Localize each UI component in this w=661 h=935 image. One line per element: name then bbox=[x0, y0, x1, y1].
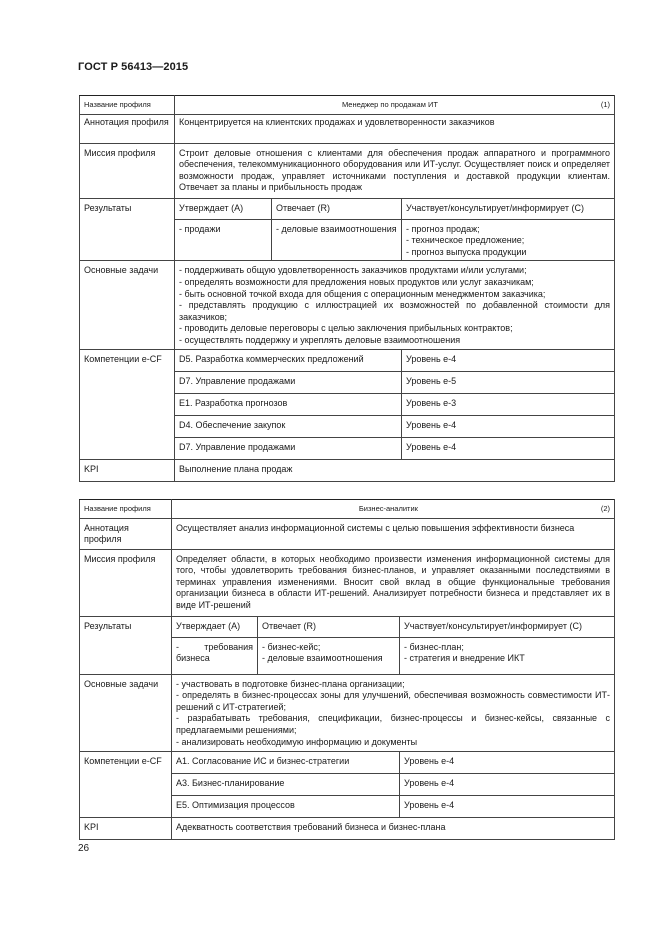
tasks-label: Основные задачи bbox=[80, 674, 172, 751]
list-item: - требования бизнеса bbox=[176, 641, 253, 664]
tasks-row bbox=[80, 261, 615, 349]
results-a-cell bbox=[175, 219, 272, 261]
competence-level: Уровень е-4 bbox=[402, 415, 615, 437]
competence-name: D7. Управление продажами bbox=[175, 437, 402, 459]
competences-label: Компетенции e-CF bbox=[80, 349, 175, 459]
competence-name: A3. Бизнес-планирование bbox=[172, 773, 400, 795]
list-item: - деловые взаимоотношения bbox=[276, 223, 397, 234]
profile-number: (2) bbox=[600, 504, 611, 513]
competence-name: D5. Разработка коммерческих предложений bbox=[175, 349, 402, 371]
list-item: - проводить деловые переговоры с целью заключения прибыльных контрактов; bbox=[179, 323, 513, 334]
profile-name-label: Название профиля bbox=[80, 500, 172, 519]
competence-row bbox=[80, 349, 615, 371]
list-item: - стратегия и внедрение ИКТ bbox=[404, 653, 525, 664]
mission-text: Определяет области, в которых необходимо произвести изменения информационной системы для того, чтобы удовлетворить требования бизнес-планов, и управляет оказанными последствиями в терминах управления изменениями. Вносит свой вклад в общие функциональные требования организации бизнеса в области ИТ-решений. Анализирует потребности бизнеса и представляет их в виде ИТ-решений bbox=[172, 549, 615, 616]
list-item: - продажи bbox=[179, 223, 221, 234]
competence-name: A1. Согласование ИС и бизнес-стратегии bbox=[172, 751, 400, 773]
list-item: - осуществлять поддержку и укреплять деловые взаимоотношения bbox=[179, 334, 461, 345]
tasks-label: Основные задачи bbox=[80, 261, 175, 349]
competence-level: Уровень е-3 bbox=[402, 393, 615, 415]
list-item: - техническое предложение; bbox=[406, 235, 525, 246]
list-item: - определять возможности для предложения новых продуктов или услуг заказчикам; bbox=[179, 276, 534, 287]
competence-level: Уровень е-4 bbox=[400, 795, 615, 817]
competence-name: D4. Обеспечение закупок bbox=[175, 415, 402, 437]
profile-header-row bbox=[80, 500, 615, 519]
tasks-cell bbox=[172, 674, 615, 751]
competence-name: D7. Управление продажами bbox=[175, 371, 402, 393]
profile-name-label: Название профиля bbox=[80, 96, 175, 115]
results-header-r: Отвечает (R) bbox=[258, 616, 400, 637]
kpi-label: KPI bbox=[80, 817, 172, 839]
tasks-row bbox=[80, 674, 615, 751]
list-item: - участвовать в подготовке бизнес-плана организации; bbox=[176, 678, 405, 689]
list-item: - анализировать необходимую информацию и документы bbox=[176, 736, 418, 747]
tasks-cell bbox=[175, 261, 615, 349]
profile-table-2 bbox=[79, 499, 615, 840]
profile-table-1 bbox=[79, 95, 615, 482]
results-header-c: Участвует/консультирует/информирует (С) bbox=[402, 198, 615, 219]
profile-header-row bbox=[80, 96, 615, 115]
mission-row bbox=[80, 549, 615, 616]
results-label: Результаты bbox=[80, 616, 172, 674]
profile-title-cell bbox=[175, 96, 615, 115]
list-item: - бизнес-план; bbox=[404, 641, 464, 652]
mission-label: Миссия профиля bbox=[80, 143, 175, 198]
page-number: 26 bbox=[78, 843, 90, 854]
kpi-label: KPI bbox=[80, 459, 175, 481]
list-item: - бизнес-кейс; bbox=[262, 641, 321, 652]
competence-level: Уровень е-4 bbox=[402, 349, 615, 371]
profile-title: Бизнес-аналитик bbox=[358, 504, 418, 513]
annotation-row bbox=[80, 114, 615, 143]
document-header: ГОСТ Р 56413—2015 bbox=[78, 61, 189, 73]
competence-level: Уровень е-4 bbox=[402, 437, 615, 459]
results-header-r: Отвечает (R) bbox=[272, 198, 402, 219]
annotation-text: Осуществляет анализ информационной системы с целью повышения эффективности бизнеса bbox=[172, 518, 615, 549]
results-header-a: Утверждает (А) bbox=[172, 616, 258, 637]
results-header-c: Участвует/консультирует/информирует (С) bbox=[400, 616, 615, 637]
profile-number: (1) bbox=[600, 100, 611, 109]
profile-title-cell bbox=[172, 500, 615, 519]
results-header-row bbox=[80, 616, 615, 637]
competence-level: Уровень е-5 bbox=[402, 371, 615, 393]
profile-title: Менеджер по продажам ИТ bbox=[341, 100, 438, 109]
kpi-text: Выполнение плана продаж bbox=[175, 459, 615, 481]
annotation-row bbox=[80, 518, 615, 549]
mission-label: Миссия профиля bbox=[80, 549, 172, 616]
competence-row bbox=[80, 751, 615, 773]
results-r-cell bbox=[272, 219, 402, 261]
list-item: - деловые взаимоотношения bbox=[262, 653, 383, 664]
list-item: - прогноз выпуска продукции bbox=[406, 246, 527, 257]
list-item: - разрабатывать требования, спецификации, бизнес-процессы и бизнес-кейсы, связанные с предлагаемыми решениями; bbox=[176, 713, 611, 735]
competence-level: Уровень е-4 bbox=[400, 751, 615, 773]
competence-level: Уровень е-4 bbox=[400, 773, 615, 795]
results-header-row bbox=[80, 198, 615, 219]
list-item: - прогноз продаж; bbox=[406, 223, 480, 234]
list-item: - поддерживать общую удовлетворенность заказчиков продуктами и/или услугами; bbox=[179, 265, 527, 276]
results-label: Результаты bbox=[80, 198, 175, 261]
competence-name: E5. Оптимизация процессов bbox=[172, 795, 400, 817]
mission-row bbox=[80, 143, 615, 198]
results-c-cell bbox=[402, 219, 615, 261]
annotation-label: Аннотация профиля bbox=[80, 518, 172, 549]
list-item: - определять в бизнес-процессах зоны для улучшений, обеспечивая возможность совместимости ИТ-решений с ИТ-стратегией; bbox=[176, 690, 611, 712]
kpi-text: Адекватность соответствия требований бизнеса и бизнес-плана bbox=[172, 817, 615, 839]
results-r-cell bbox=[258, 637, 400, 674]
results-c-cell bbox=[400, 637, 615, 674]
list-item: - быть основной точкой входа для общения с операционным менеджментом заказчика; bbox=[179, 288, 546, 299]
results-a-cell bbox=[172, 637, 258, 674]
results-header-a: Утверждает (А) bbox=[175, 198, 272, 219]
kpi-row bbox=[80, 817, 615, 839]
annotation-text: Концентрируется на клиентских продажах и удовлетворенности заказчиков bbox=[175, 114, 615, 143]
competence-name: E1. Разработка прогнозов bbox=[175, 393, 402, 415]
annotation-label: Аннотация профиля bbox=[80, 114, 175, 143]
list-item: - представлять продукцию с иллюстрацией их возможностей по добавленной стоимости для заказчиков; bbox=[179, 300, 611, 322]
competences-label: Компетенции e-CF bbox=[80, 751, 172, 817]
kpi-row bbox=[80, 459, 615, 481]
mission-text: Строит деловые отношения с клиентами для обеспечения продаж аппаратного и программного обеспечения, телекоммуникационного оборудования или ИТ-услуг. Осуществляет поиск и определяет возможности продаж, управляет источниками поступления и доставкой продукции клиентам. Отвечает за планы и прибыльность продаж bbox=[175, 143, 615, 198]
